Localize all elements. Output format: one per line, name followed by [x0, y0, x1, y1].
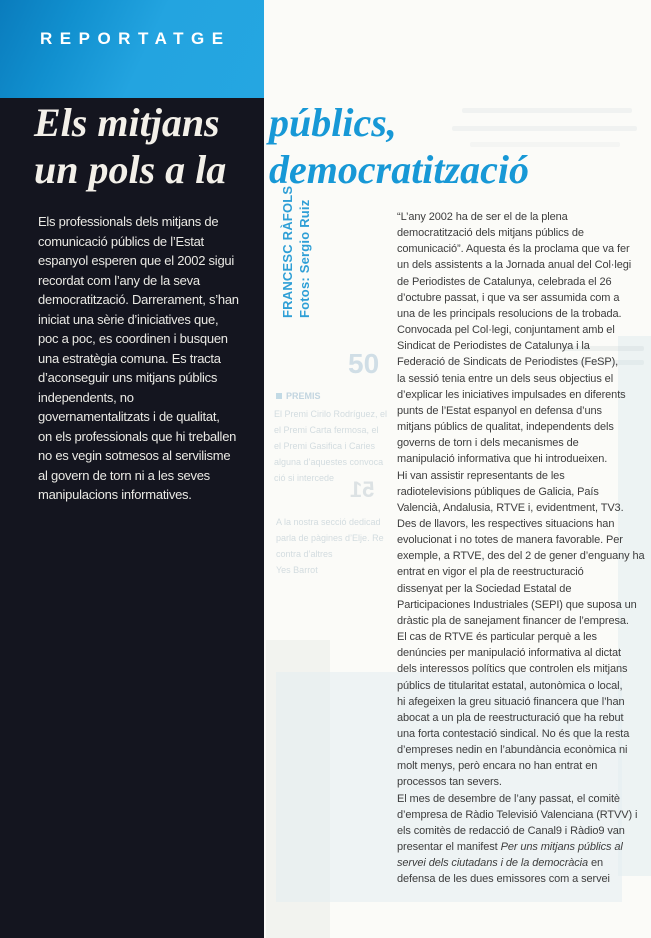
section-banner: [0, 0, 264, 98]
intro-line: on els professionals que hi treballen: [38, 428, 237, 444]
section-label: REPORTATGE: [40, 29, 231, 48]
bleedthrough-line: alguna d’aquestes convoca: [274, 457, 384, 467]
article-line: presentar el manifest Per uns mitjans públics al: [397, 841, 623, 854]
article-line: d’explicar les iniciatives impulsades en diferents: [397, 388, 626, 401]
bleedthrough-line: El Premi Cirilo Rodríguez, el: [274, 409, 388, 419]
intro-line: no es vegin sotmesos al servilisme: [38, 448, 231, 463]
title-line2-blue-part: democratització: [269, 147, 529, 192]
article-line: Valencià, Andalusia, RTVE i, evidentment, TV3.: [397, 501, 624, 514]
article-line: Des de llavors, les respectives situacions han: [397, 517, 615, 530]
article-line: servei dels ciutadans i de la democràcia en: [397, 857, 604, 870]
article-line: molt menys, però encara no han entrat en: [397, 760, 598, 773]
article-line: d’empresa de Ràdio Televisió Valenciana (RTVV) i: [397, 808, 638, 821]
article-line: Participaciones Industriales (SEPI) que suposa un: [397, 598, 637, 611]
intro-line: poc a poc, es coordinen i busquen: [38, 331, 228, 346]
bleedthrough-smudge: [452, 126, 637, 131]
article-line: El mes de desembre de l’any passat, el comitè: [397, 792, 620, 805]
article-line: Federació de Sindicats de Periodistes (FeSP),: [397, 356, 619, 369]
bleedthrough-premis-text: PREMIS: [286, 391, 321, 401]
bleedthrough-line: el Premi Carta fermosa, el: [274, 425, 379, 435]
article-line: governs de torn i dels mecanismes de: [397, 437, 579, 450]
article-line: manipulació informativa que hi introdueixen.: [397, 453, 608, 466]
article-line: exemple, a RTVE, des del 2 de gener d’enguany ha: [397, 550, 645, 563]
article-body: [397, 209, 645, 888]
article-line: democratització dels mitjans públics de: [397, 227, 584, 240]
article-line: denúncies per manipulació informativa al dictat: [397, 647, 621, 660]
article-line: Hi van assistir representants de les: [397, 469, 565, 482]
bleedthrough-line: el Premi Gasifica i Caries: [274, 441, 376, 451]
article-line: la sessió tenia entre un dels seus objectius el: [397, 372, 614, 385]
byline-photos-credit: Fotos: Sergio Ruiz: [297, 199, 312, 318]
bleedthrough-line: Yes Barrot: [276, 565, 318, 575]
intro-line: al govern de torn ni a les seves: [38, 467, 210, 483]
intro-line: democratització. Darrerament, s’han: [38, 292, 239, 307]
bleedthrough-text-block: [274, 406, 387, 486]
intro-line: Els professionals dels mitjans de: [38, 214, 219, 229]
article-line: els comitès de redacció de Canal9 i Ràdio9 van: [397, 824, 625, 837]
intro-line: governamentalitzats i de qualitat,: [38, 409, 220, 424]
title-line2-white-part: un pols a la: [34, 147, 227, 192]
bleedthrough-line: A la nostra secció dedicad: [276, 517, 381, 527]
intro-paragraph: [38, 212, 239, 505]
article-line: abocat a un pla de reestructuració que ha rebut: [397, 711, 624, 724]
article-line: punts de l’Estat espanyol en defensa d’uns: [397, 404, 602, 417]
article-line: hi afegeixen la greu situació financera que l’han: [397, 695, 625, 708]
article-line: mitjans públics de qualitat, independents dels: [397, 421, 614, 434]
article-line: dels interessos polítics que controlen els mitjans: [397, 663, 628, 676]
intro-line: una estratègia comuna. Es tracta: [38, 350, 221, 366]
article-line: “L’any 2002 ha de ser el de la plena: [397, 211, 568, 223]
article-line: Sindicat de Periodistes de Catalunya i la: [397, 340, 590, 353]
bleedthrough-line: contra d’altres: [276, 549, 333, 559]
article-line: una de les principals resolucions de la trobada.: [397, 307, 622, 320]
intro-line: iniciat una sèrie d’iniciatives que,: [38, 311, 219, 327]
title-line1-blue-part: públics,: [269, 100, 397, 145]
bleedthrough-smudge: [462, 108, 632, 113]
title-line1-white-part: Els mitjans: [34, 100, 220, 145]
byline: [279, 186, 313, 318]
bleedthrough-text-block: [276, 514, 384, 578]
intro-line: manipulacions informatives.: [38, 487, 192, 502]
article-line: d’empreses nedin en l’abundància econòmica ni: [397, 744, 628, 757]
article-line: processos tan severs.: [397, 776, 502, 789]
article-line: de Periodistes de Catalunya, celebrada el 26: [397, 275, 612, 288]
intro-line: espanyol esperen que el 2002 sigui: [38, 253, 235, 268]
intro-line: independents, no: [38, 389, 134, 405]
byline-author: FRANCESC RÀFOLS: [280, 185, 295, 318]
article-line: dràstic pla de sanejament financer de l’empresa.: [397, 614, 629, 627]
article-line: un dels assistents a la Jornada anual del Col·legi: [397, 259, 632, 272]
article-line: defensa de les dues emissores com a servei: [397, 873, 610, 886]
intro-line: recordat com l’any de la seva: [38, 272, 200, 288]
article-line: radiotelevisions públiques de Galicia, País: [397, 485, 599, 498]
bleedthrough-premis-label: [276, 388, 321, 404]
article-line: comunicació”. Aquesta és la proclama que va fer: [397, 243, 630, 256]
article-line: Convocada pel Col·legi, conjuntament amb el: [397, 324, 615, 337]
article-line: dissenyat per la Sociedad Estatal de: [397, 582, 572, 595]
intro-line: comunicació públics de l’Estat: [38, 233, 204, 249]
article-line: evolucionat i no totes de manera favorable. Per: [397, 534, 623, 547]
title-line-2: [34, 147, 529, 193]
article-line: una forta contestació sindical. No és que la resta: [397, 728, 630, 740]
bleedthrough-number-51: 51: [350, 477, 375, 502]
article-line: d’octubre passat, i que va ser assumida com a: [397, 291, 620, 304]
article-line: públics de titularitat estatal, autonòmica o local,: [397, 679, 623, 692]
bleedthrough-number-50: 50: [348, 348, 380, 379]
bleedthrough-line: ció si intercede: [274, 473, 335, 483]
article-line: entrat en vigor el pla de reestructuració: [397, 566, 584, 579]
bleedthrough-line: parla de pàgines d’Elje. Re: [276, 533, 384, 543]
title-line-1: [34, 100, 397, 146]
article-line: El cas de RTVE és particular perquè a les: [397, 631, 597, 644]
intro-line: d’aconseguir uns mitjans públics: [38, 370, 218, 385]
bleedthrough-square-bullet: [276, 393, 282, 399]
